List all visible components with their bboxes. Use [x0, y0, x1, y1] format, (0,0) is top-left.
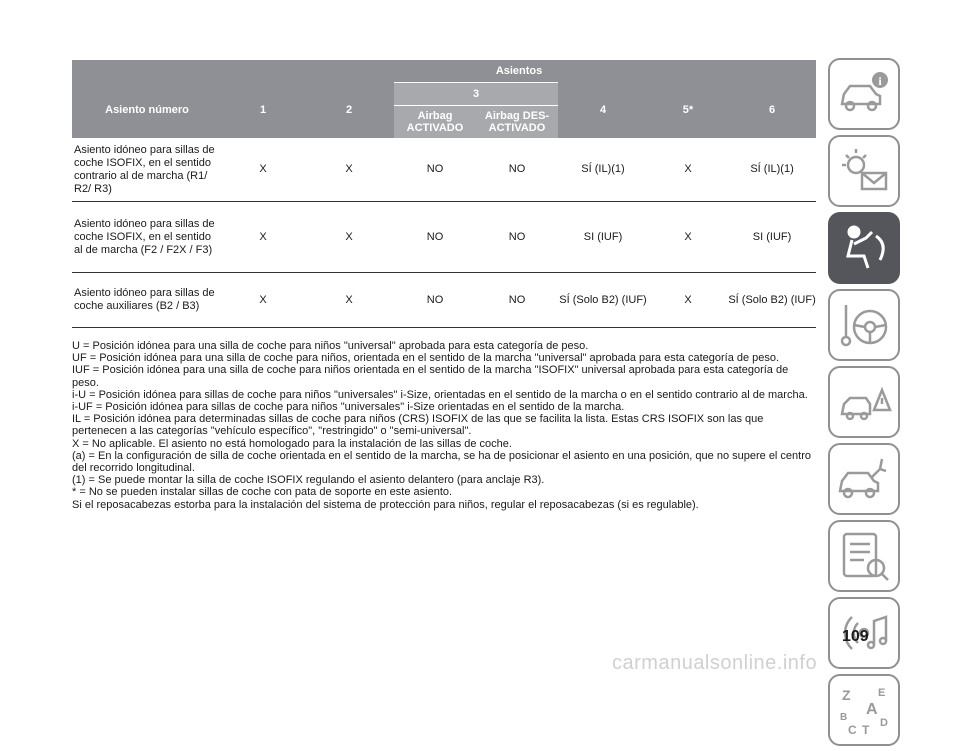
header-airbag-on: Airbag ACTIVADO [394, 106, 476, 139]
svg-text:i: i [878, 74, 882, 88]
cell-seat-3-airbag-off: NO [476, 138, 558, 202]
header-seat-4: 4 [558, 83, 648, 139]
table-row [72, 138, 816, 202]
cell-seat-1: X [222, 138, 304, 202]
index-letter: Z [842, 687, 851, 703]
cell-seat-3-airbag-off: NO [476, 202, 558, 273]
header-seats-group: Asientos [222, 60, 816, 83]
index-icon[interactable] [828, 674, 900, 746]
index-letter: D [880, 717, 888, 729]
header-seat-5: 5* [648, 83, 728, 139]
header-seat-6: 6 [728, 83, 816, 139]
car-accident-icon[interactable] [828, 366, 900, 438]
table-legend-notes [72, 340, 818, 511]
note-headrest: Si el reposacabezas estorba para la instalación del sistema de protección para niños, regular el reposacabezas (si es regulable). [72, 498, 699, 511]
note-x: X = No aplicable. El asiento no está homologado para la instalación de las sillas de coche. [72, 437, 512, 450]
row-description: Asiento idóneo para sillas de coche auxiliares (B2 / B3) [72, 273, 222, 328]
cell-seat-4: SÍ (IL)(1) [558, 138, 648, 202]
page-number: 109 [842, 628, 869, 645]
header-seat-2: 2 [304, 83, 394, 139]
cell-seat-3-airbag-on: NO [394, 138, 476, 202]
note-1: (1) = Se puede montar la silla de coche ISOFIX regulando el asiento delantero (para anclaje R3). [72, 474, 545, 487]
table-row [72, 202, 816, 273]
index-letter: A [866, 701, 878, 718]
header-airbag-off: Airbag DES-ACTIVADO [476, 106, 558, 139]
car-maintenance-icon[interactable] [828, 443, 900, 515]
header-seat-3: 3 [394, 83, 558, 106]
note-iuf: IUF = Posición idónea para una silla de coche para niños orientada en el sentido de la marcha "ISOFIX" universal aprobada para esta categoría de peso. [72, 364, 789, 389]
cell-seat-4: SÍ (Solo B2) (IUF) [558, 273, 648, 328]
isofix-seat-table [72, 60, 816, 328]
note-il: IL = Posición idónea para determinadas sillas de coche para niños (CRS) ISOFIX de las que se facilita la lista. Estas CRS ISOFIX son las que pertenecen a las categorías "vehículo específico", "restringido" o "semi-universal". [72, 413, 764, 438]
cell-seat-5: X [648, 138, 728, 202]
cell-seat-3-airbag-on: NO [394, 202, 476, 273]
index-letter: C [848, 723, 857, 737]
index-letter: E [878, 687, 886, 699]
cell-seat-3-airbag-off: NO [476, 273, 558, 328]
specifications-icon[interactable] [828, 520, 900, 592]
isofix-seat-table-container [72, 60, 816, 328]
note-a: (a) = En la configuración de silla de coche orientada en el sentido de la marcha, se ha de posicionar el asiento en una posición, que no supere el centro del recorrido longitudinal. [72, 449, 812, 475]
airbag-seat-icon[interactable] [828, 212, 900, 284]
index-letter: B [840, 712, 848, 723]
cell-seat-5: X [648, 202, 728, 273]
cell-seat-1: X [222, 273, 304, 328]
index-letter: T [862, 723, 870, 737]
header-empty-left [72, 60, 222, 83]
watermark: carmanualsonline.info [612, 652, 818, 674]
key-steering-icon[interactable] [828, 289, 900, 361]
warning-lights-icon[interactable] [828, 135, 900, 207]
cell-seat-3-airbag-on: NO [394, 273, 476, 328]
row-description: Asiento idóneo para sillas de coche ISOFIX, en el sentido al de marcha (F2 / F2X / F3) [72, 202, 222, 273]
cell-seat-2: X [304, 202, 394, 273]
header-seat-number: Asiento número [72, 83, 222, 139]
table-row [72, 273, 816, 328]
cell-seat-6: SÍ (Solo B2) (IUF) [728, 273, 816, 328]
cell-seat-4: SI (IUF) [558, 202, 648, 273]
note-i-u: i-U = Posición idónea para sillas de coche para niños "universales" i-Size, orientadas en el sentido de la marcha o en el sentido contrario al de marcha. [72, 388, 808, 401]
cell-seat-6: SI (IUF) [728, 202, 816, 273]
note-u: U = Posición idónea para una silla de coche para niños "universal" aprobada para esta categoría de peso. [72, 340, 589, 352]
cell-seat-2: X [304, 138, 394, 202]
chapter-sidebar [828, 58, 956, 751]
cell-seat-6: SÍ (IL)(1) [728, 138, 816, 202]
cell-seat-5: X [648, 273, 728, 328]
row-description: Asiento idóneo para sillas de coche ISOFIX, en el sentido contrario al de marcha (R1/ R2/ R3) [72, 138, 222, 202]
note-asterisk: * = No se pueden instalar sillas de coche con pata de soporte en este asiento. [72, 486, 453, 499]
header-seat-1: 1 [222, 83, 304, 139]
cell-seat-2: X [304, 273, 394, 328]
car-info-icon[interactable] [828, 58, 900, 130]
note-uf: UF = Posición idónea para una silla de coche para niños, orientada en el sentido de la marcha "universal" aprobada para esta categoría de peso. [72, 352, 780, 365]
note-i-uf: i-UF = Posición idónea para sillas de coche para niños "universales" i-Size orientadas en el sentido de la marcha. [72, 401, 625, 414]
cell-seat-1: X [222, 202, 304, 273]
